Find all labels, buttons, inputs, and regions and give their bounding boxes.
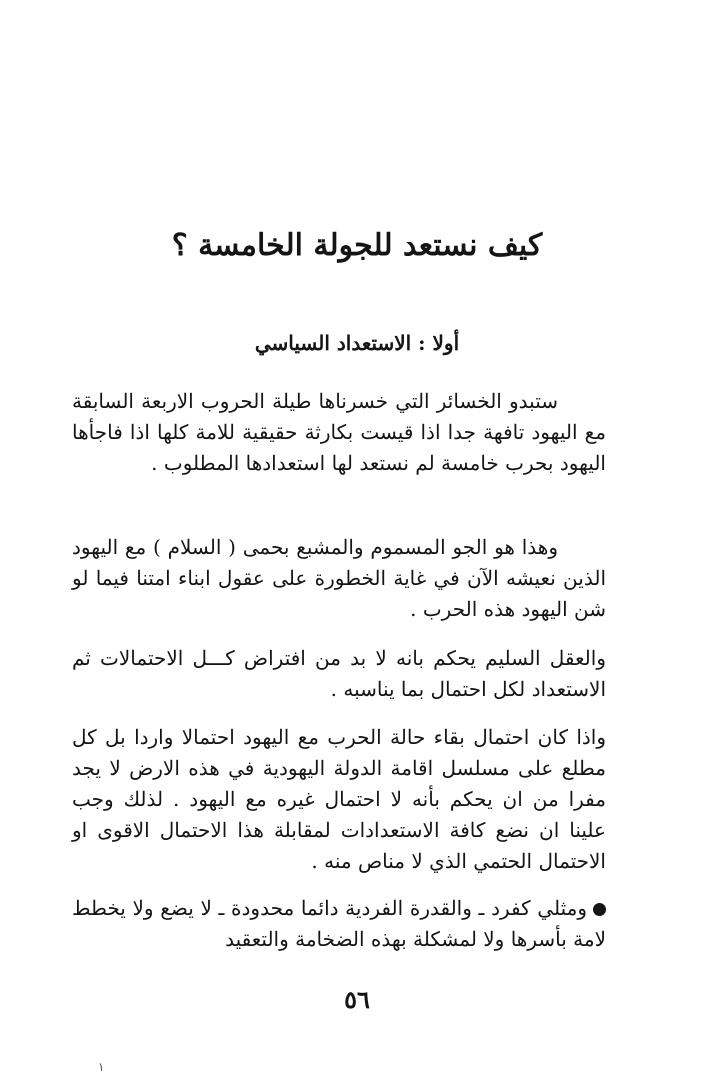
paragraph-4: واذا كان احتمال بقاء حالة الحرب مع اليهود احتمالا واردا بل كل مطلع على مسلسل اقامة الدولة اليهودية في هذه الارض لا يجد مفرا من ان يحكم بأنه لا احتمال غيره مع اليهود . لذلك وجب علينا ان نضع كافة الاستعدادات لمقابلة هذا الاحتمال الاقوى او الاحتمال الحتمي الذي لا مناص منه . [72,725,606,873]
paragraph-2: وهذا هو الجو المسموم والمشبع بحمى ( السلام ) مع اليهود الذين نعيشه الآن في غاية الخطورة على عقول ابناء امتنا فيما لو شن اليهود هذه الحرب . [72,535,606,621]
chapter-title: كيف نستعد للجولة الخامسة ؟ [171,228,543,263]
paragraph-3: والعقل السليم يحكم بانه لا بد من افتراض كـــل الاحتمالات ثم الاستعداد لكل احتمال بما يناسبه . [72,646,606,701]
paragraph-1: ستبدو الخسائر التي خسرناها طيلة الحروب الاربعة السابقة مع اليهود تافهة جدا اذا قيست بكارثة حقيقية للامة كلها اذا فاجأها اليهود بحرب خامسة لم نستعد لها استعدادها المطلوب . [72,389,606,475]
page-number: ٥٦ [344,985,370,1014]
bullet-icon [593,903,606,916]
paragraph-5-text: ومثلي كفرد ـ والقدرة الفردية دائما محدودة ـ لا يضع ولا يخطط لامة بأسرها ولا لمشكلة بهذه الضخامة والتعقيد [72,896,606,951]
section-heading: أولا : الاستعداد السياسي [254,331,460,355]
paragraph-5 [72,893,606,955]
corner-mark: ١ [98,1060,105,1074]
